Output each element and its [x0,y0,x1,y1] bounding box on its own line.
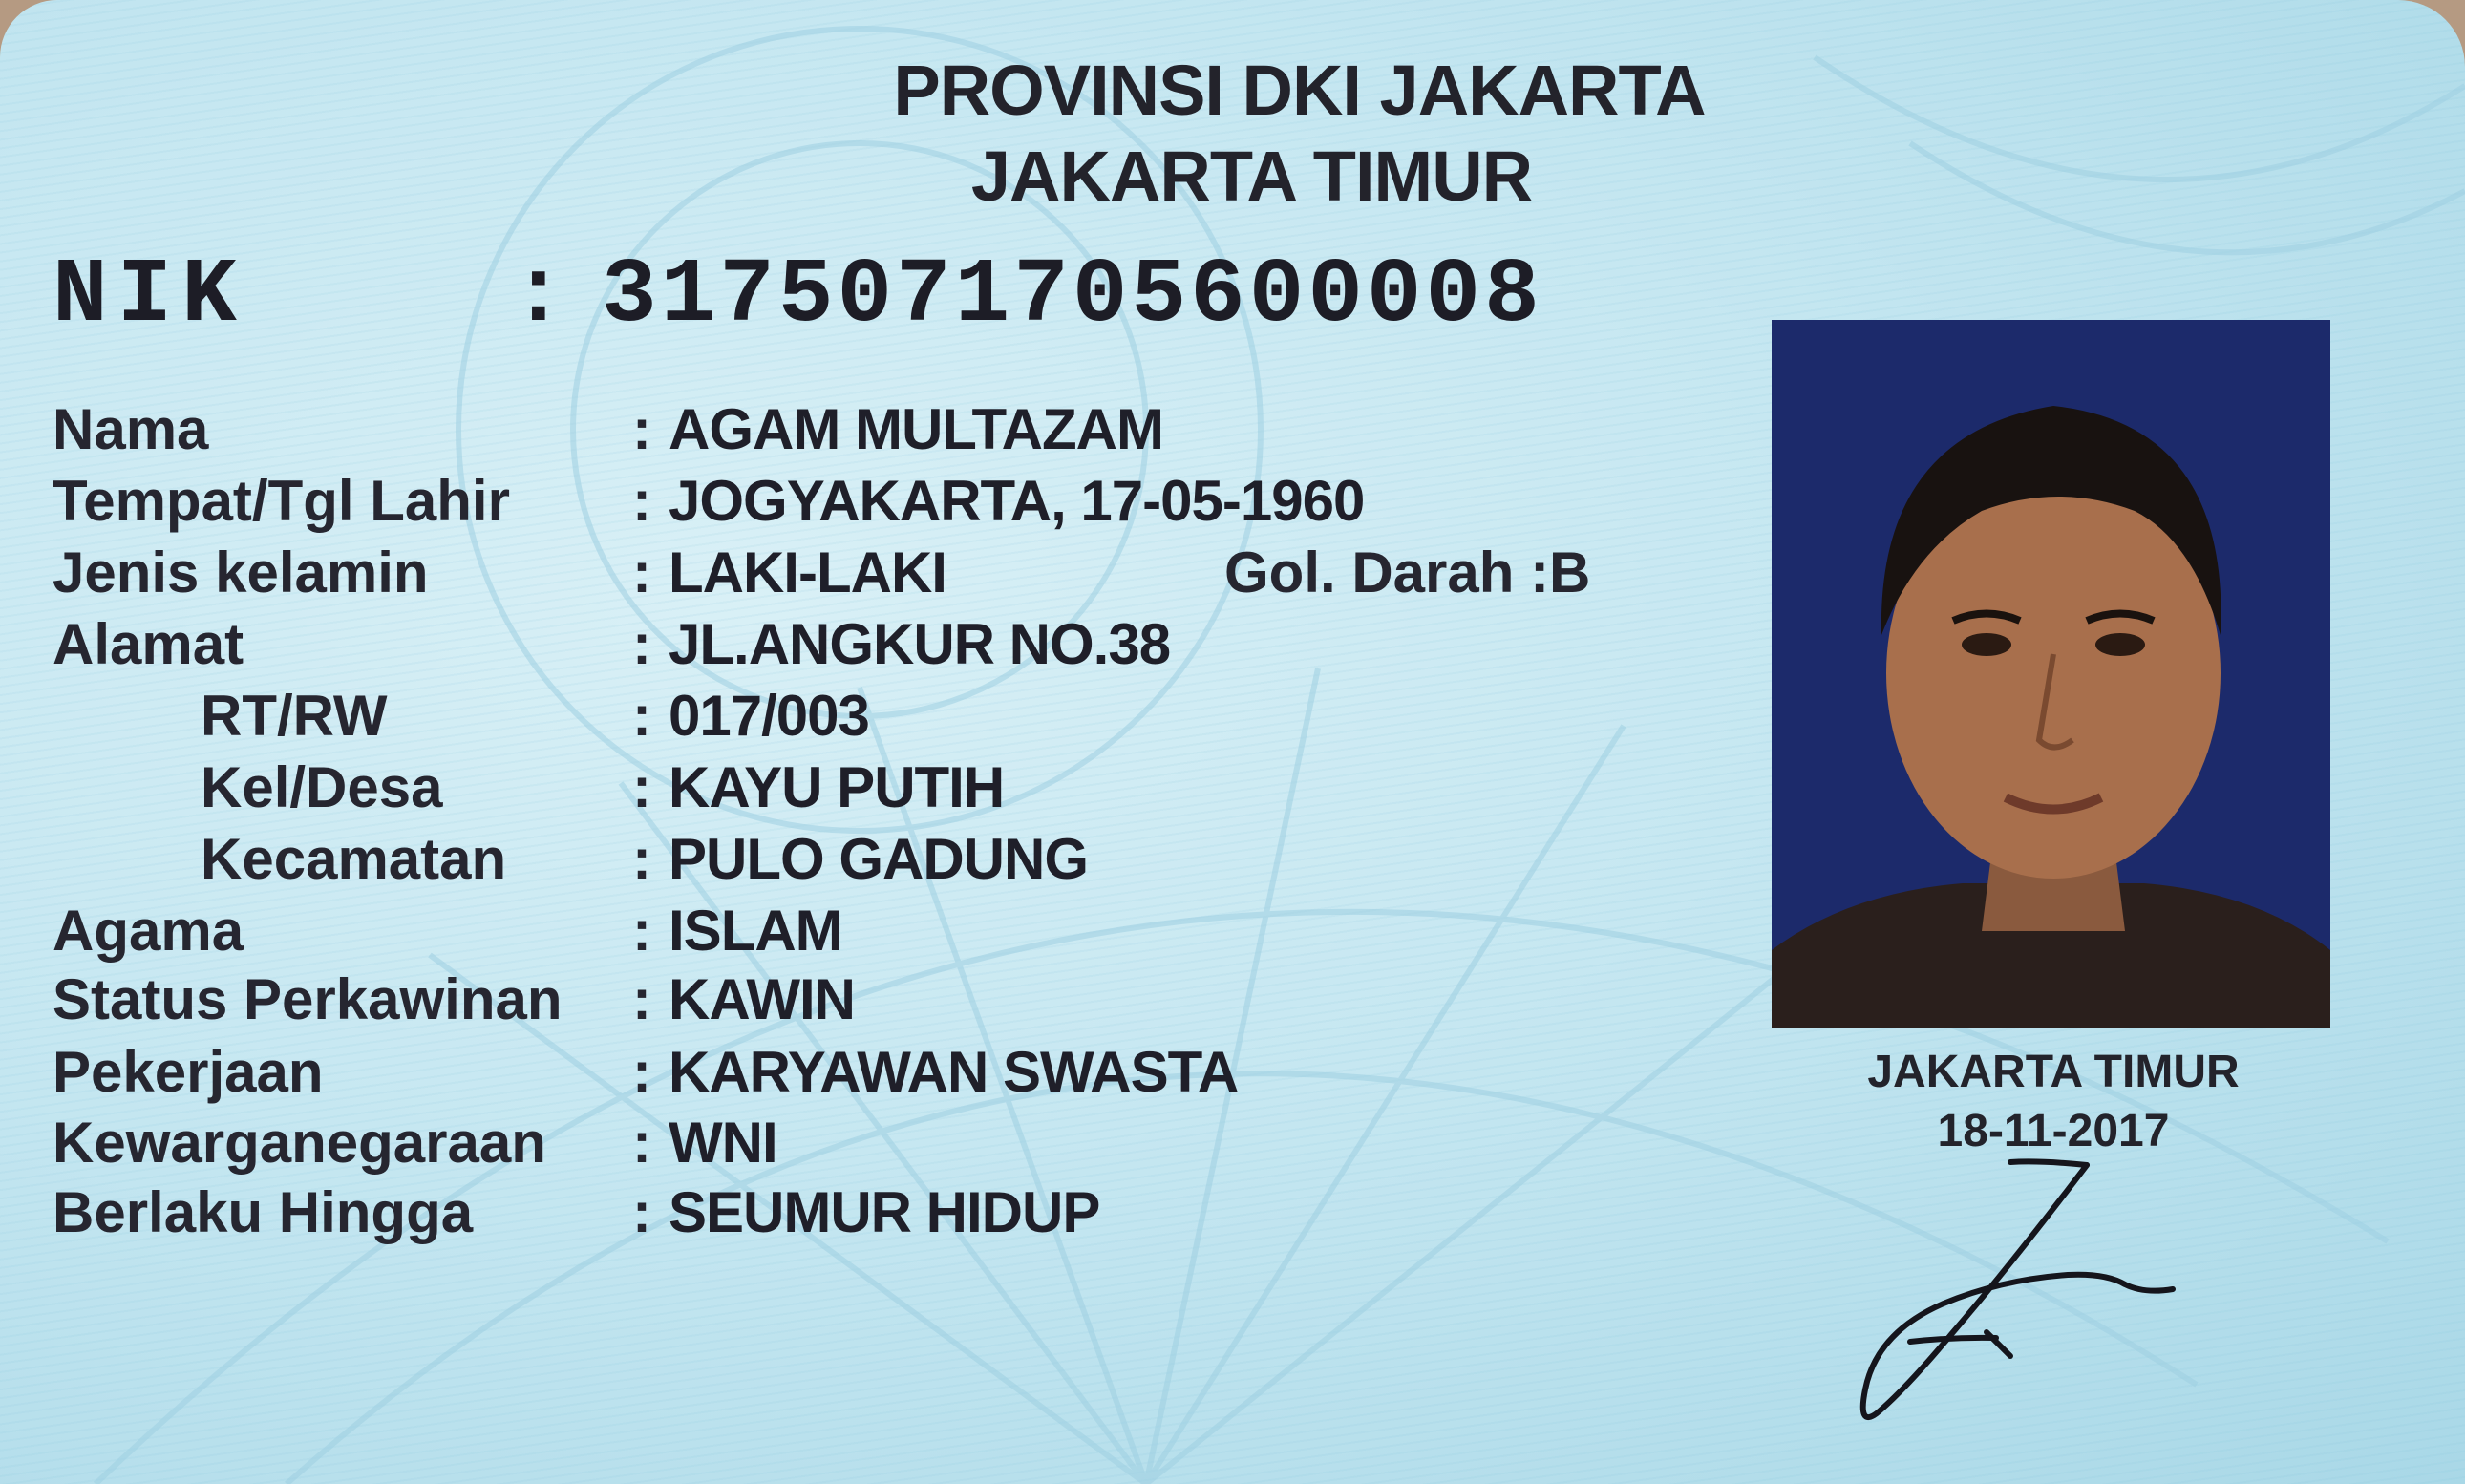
field-alamat [0,611,1719,684]
field-colon: : [632,1111,651,1175]
field-label: Pekerjaan [53,1040,324,1104]
field-label: Berlaku Hingga [53,1180,474,1244]
field-colon: : [632,469,651,533]
field-value: KAWIN [669,967,855,1031]
field-colon: : [632,541,651,604]
field-label: Alamat [53,612,244,676]
field-label: Kel/Desa [201,755,443,819]
field-colon: : [632,397,651,461]
field-value: KARYAWAN SWASTA [669,1040,1239,1104]
field-kecamatan [0,826,1719,899]
issue-place: JAKARTA TIMUR [1867,1047,2240,1097]
province-title: PROVINSI DKI JAKARTA [893,51,1706,130]
field-colon: : [632,755,651,819]
field-value: WNI [669,1111,777,1175]
field-pekerjaan [0,1039,1719,1112]
field-value: SEUMUR HIDUP [669,1180,1100,1244]
field-agama [0,898,1719,970]
field-value: JOGYAKARTA, 17-05-1960 [669,469,1365,533]
field-status-perkawinan [0,966,1719,1039]
field-jenis-kelamin [0,540,1719,612]
field-colon: : [632,1180,651,1244]
field-colon: : [632,612,651,676]
blood-type: Gol. Darah :B [1224,541,1591,604]
field-colon: : [632,967,651,1031]
signature-mark [1819,1151,2221,1437]
field-label: Kecamatan [201,827,507,891]
field-label: RT/RW [201,684,388,748]
field-berlaku-hingga [0,1179,1719,1252]
field-kewarganegaraan [0,1110,1719,1182]
field-colon: : [632,684,651,748]
city-title: JAKARTA TIMUR [970,137,1533,216]
field-value: PULO GADUNG [669,827,1088,891]
field-label: Jenis kelamin [53,541,429,604]
field-rt-rw [0,683,1719,755]
nik-value: 3175071705600008 [602,244,1543,348]
issue-date: 18-11-2017 [1937,1106,2170,1156]
field-value: KAYU PUTIH [669,755,1005,819]
field-tempat-tgl-lahir [0,468,1719,541]
nik-colon: : [511,244,566,348]
field-kel-desa [0,754,1719,827]
field-colon: : [632,899,651,963]
field-value: AGAM MULTAZAM [669,397,1163,461]
field-label: Nama [53,397,209,461]
field-nama [0,396,1719,469]
field-label: Kewarganegaraan [53,1111,546,1175]
field-label: Status Perkawinan [53,967,563,1031]
field-label: Tempat/Tgl Lahir [53,469,510,533]
field-value: LAKI-LAKI [669,541,946,604]
field-value: ISLAM [669,899,842,963]
nik-label: NIK [53,244,246,348]
holder-photo [1772,320,2330,1028]
field-colon: : [632,1040,651,1104]
field-colon: : [632,827,651,891]
field-label: Agama [53,899,244,963]
portrait-illustration [1772,320,2330,1028]
field-value: 017/003 [669,684,869,748]
field-value: JL.ANGKUR NO.38 [669,612,1171,676]
